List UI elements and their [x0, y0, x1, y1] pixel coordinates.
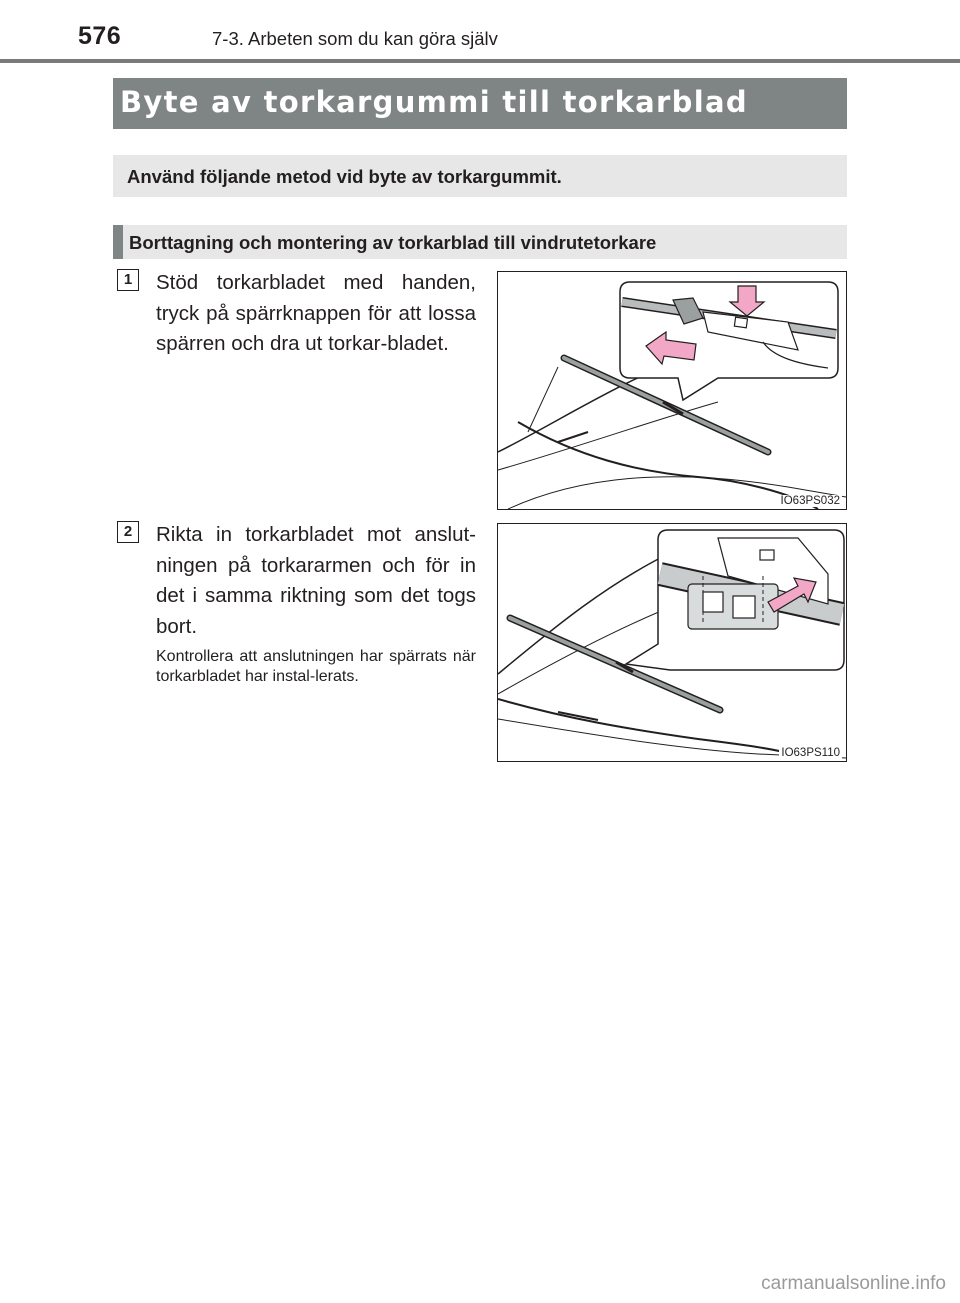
figure-remove-blade [497, 271, 847, 510]
title-bar [113, 78, 847, 129]
watermark: carmanualsonline.info [761, 1273, 946, 1294]
figure-code: IO63PS110 [781, 747, 840, 759]
header-rule [0, 59, 960, 63]
figure-install-blade [497, 523, 847, 762]
intro-text: Använd följande metod vid byte av torkargummit. [127, 166, 562, 187]
step-number: 1 [117, 269, 139, 291]
step-text: Rikta in torkarbladet mot anslut-ningen på torkararmen och för in det i samma riktning som det togs bort. [156, 523, 476, 638]
step-note: Kontrollera att anslutningen har spärrats när torkarbladet har instal-lerats. [156, 648, 476, 685]
step-text: Stöd torkarbladet med handen, tryck på spärrknappen för att lossa spärren och dra ut torkar-bladet. [156, 271, 476, 355]
page-title: Byte av torkargummi till torkarblad [120, 85, 748, 119]
running-head: 7-3. Arbeten som du kan göra själv [212, 28, 498, 49]
wiper-illustration-1 [498, 272, 846, 509]
page-number: 576 [78, 22, 122, 50]
intro-box [113, 155, 847, 197]
wiper-illustration-2 [498, 524, 846, 761]
step-number: 2 [117, 521, 139, 543]
section-heading: Borttagning och montering av torkarblad till vindrutetorkare [129, 232, 657, 253]
section-accent [113, 225, 123, 259]
section-heading-bar [113, 225, 847, 259]
figure-code: IO63PS032 [780, 495, 840, 507]
